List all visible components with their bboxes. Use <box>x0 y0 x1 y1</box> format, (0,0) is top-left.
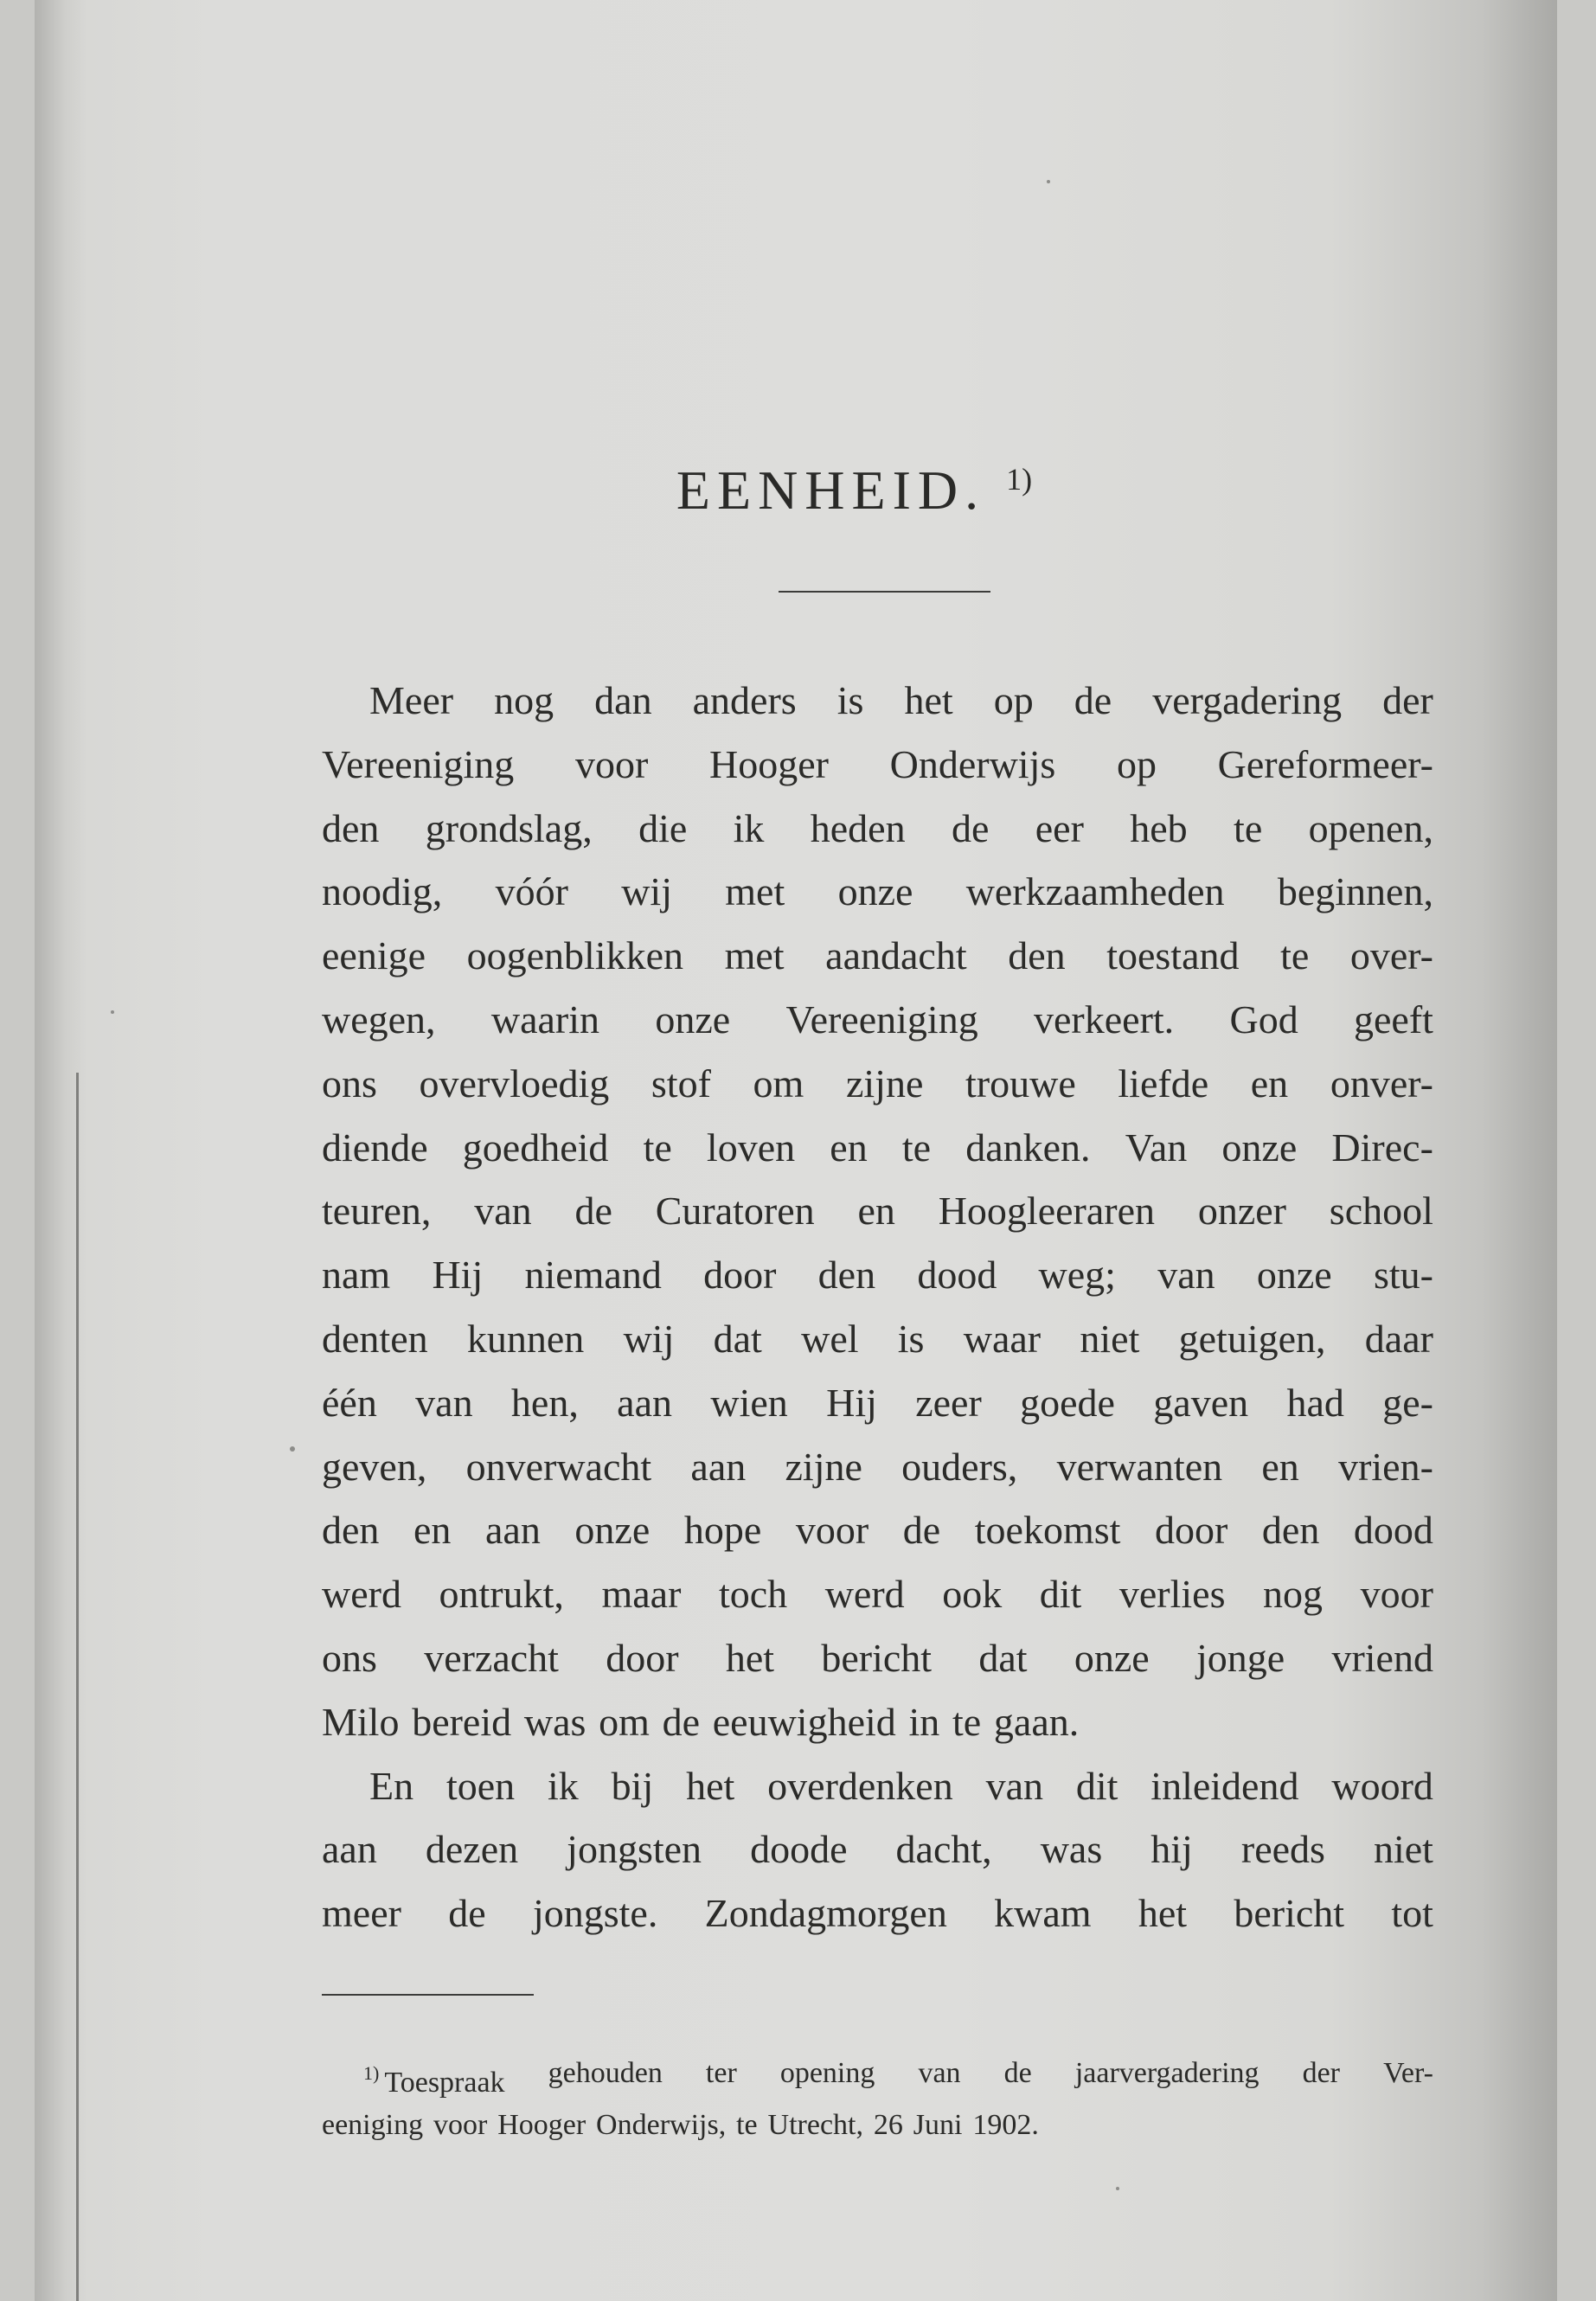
word: bereid <box>412 1699 512 1744</box>
paper-speck <box>111 1010 114 1014</box>
word: was <box>1040 1827 1103 1872</box>
word: wij <box>623 1316 675 1361</box>
word: Milo <box>322 1699 400 1744</box>
word: om <box>599 1699 650 1744</box>
text-line <box>322 860 1433 924</box>
text-line <box>322 988 1433 1052</box>
word: onze <box>1221 1125 1298 1170</box>
word: eenige <box>322 933 426 978</box>
word: zeer <box>915 1380 982 1425</box>
word: denten <box>322 1316 428 1361</box>
paper-speck <box>1047 180 1050 183</box>
word: verwanten <box>1056 1444 1223 1489</box>
title-divider <box>779 591 990 593</box>
word: de <box>951 805 990 850</box>
text-line <box>322 1690 1433 1754</box>
word: door <box>606 1635 679 1680</box>
word: den <box>322 805 380 850</box>
word: eeuwigheid <box>712 1699 896 1744</box>
word: meer <box>322 1891 401 1936</box>
word: door <box>1155 1508 1228 1553</box>
word: wij <box>621 869 672 914</box>
word: waarin <box>490 997 600 1042</box>
word: ter <box>705 2057 737 2089</box>
word: ouders, <box>901 1444 1018 1489</box>
word: kunnen <box>466 1316 585 1361</box>
word: te <box>643 1125 672 1170</box>
word: trouwe <box>965 1061 1076 1106</box>
word: de <box>1074 678 1112 722</box>
word: kwam <box>994 1891 1092 1936</box>
text-line <box>322 1307 1433 1371</box>
word: wel <box>801 1316 859 1361</box>
spine-edge <box>76 1073 79 2301</box>
word: liefde <box>1118 1061 1209 1106</box>
footnote-line <box>322 2052 1433 2104</box>
title-footnote-marker: 1) <box>1006 462 1033 497</box>
word: verkeert. <box>1034 997 1175 1042</box>
word: is <box>897 1316 925 1361</box>
text-line <box>322 1371 1433 1435</box>
word: door <box>703 1253 777 1298</box>
word: hen, <box>510 1380 579 1425</box>
word: dood <box>917 1253 997 1298</box>
word: met <box>725 869 785 914</box>
text-line <box>322 1498 1433 1562</box>
word: 26 <box>873 2109 903 2141</box>
word: Hij <box>432 1253 484 1298</box>
word: ik <box>733 805 765 850</box>
word: Meer <box>369 678 454 722</box>
word: teuren, <box>322 1189 432 1234</box>
word: onver- <box>1330 1061 1433 1106</box>
paper-speck <box>290 1446 295 1452</box>
word: te <box>952 1699 982 1744</box>
word: voor <box>574 741 649 786</box>
text-line <box>322 1116 1433 1180</box>
word: weg; <box>1038 1253 1116 1298</box>
word: en <box>413 1508 452 1553</box>
word: toestand <box>1106 933 1240 978</box>
chapter-title-text: EENHEID. <box>676 459 986 521</box>
word: en <box>1261 1444 1299 1489</box>
word: Hij <box>826 1380 877 1425</box>
word: waar <box>963 1316 1042 1361</box>
word: Direc- <box>1331 1125 1433 1170</box>
word: bij <box>611 1763 654 1808</box>
text-line <box>322 1562 1433 1626</box>
word: van <box>474 1189 532 1234</box>
word: stof <box>651 1061 711 1106</box>
word: de <box>902 1508 941 1553</box>
word: Utrecht, <box>767 2109 863 2141</box>
word: ons <box>322 1061 377 1106</box>
footnote-marker: 1) <box>363 2062 380 2084</box>
word: was <box>523 1699 586 1744</box>
word: en <box>857 1189 895 1234</box>
word: geeft <box>1354 997 1433 1042</box>
word: met <box>724 933 785 978</box>
word: goedheid <box>462 1125 609 1170</box>
word: dit <box>1075 1763 1118 1808</box>
word: nam <box>322 1253 391 1298</box>
word: daar <box>1364 1316 1433 1361</box>
word: vriend <box>1331 1635 1433 1680</box>
word: voor <box>1360 1572 1433 1617</box>
word: aan <box>690 1444 747 1489</box>
word: gaven <box>1153 1380 1249 1425</box>
text-line <box>322 1179 1433 1243</box>
word: onze <box>655 997 731 1042</box>
word: te <box>901 1125 932 1170</box>
word: onverwacht <box>465 1444 652 1489</box>
word: gehouden <box>548 2057 663 2089</box>
word: dat <box>978 1635 1028 1680</box>
word: den <box>322 1508 380 1553</box>
word: Hoogleeraren <box>938 1189 1156 1234</box>
word: voor <box>795 1508 869 1553</box>
word: ge- <box>1382 1380 1433 1425</box>
word: op <box>1116 741 1157 786</box>
word: onze <box>574 1508 651 1553</box>
footnote <box>322 2052 1433 2146</box>
word: verzacht <box>424 1635 559 1680</box>
word: dacht, <box>895 1827 992 1872</box>
word: Juni <box>913 2109 963 2141</box>
word: niet <box>1373 1827 1433 1872</box>
word: Vereeniging <box>785 997 978 1042</box>
word: te <box>1280 933 1310 978</box>
word: school <box>1329 1189 1433 1234</box>
word: de <box>662 1699 701 1744</box>
word: grondslag, <box>425 805 593 850</box>
word: Onderwijs, <box>596 2109 727 2141</box>
word: van <box>415 1380 473 1425</box>
word: geven, <box>322 1444 427 1489</box>
text-line <box>322 797 1433 861</box>
word: heden <box>810 805 906 850</box>
word: te <box>1234 805 1263 850</box>
text-line <box>322 1052 1433 1116</box>
binding-shadow <box>35 0 87 2301</box>
word: één <box>322 1380 377 1425</box>
footnote-line <box>322 2104 1433 2146</box>
word: ik <box>548 1763 579 1808</box>
word: bericht <box>1234 1891 1345 1936</box>
word: vóór <box>495 869 568 914</box>
word: jongsten <box>567 1827 702 1872</box>
word: eer <box>1035 805 1084 850</box>
word: den <box>1261 1508 1320 1553</box>
word: over- <box>1349 933 1433 978</box>
word: nog <box>494 678 554 722</box>
word: stu- <box>1373 1253 1433 1298</box>
word: onze <box>837 869 913 914</box>
word: der <box>1302 2057 1341 2089</box>
word: onzer <box>1197 1189 1286 1234</box>
word: van <box>1157 1253 1215 1298</box>
word: inleidend <box>1151 1763 1299 1808</box>
word: onze <box>1256 1253 1332 1298</box>
word: en <box>1250 1061 1289 1106</box>
word: wien <box>710 1380 788 1425</box>
word: opening <box>779 2057 875 2089</box>
footnote-divider <box>322 1994 534 1996</box>
word: jonge <box>1195 1635 1285 1680</box>
body-text <box>322 669 1433 1945</box>
word: dat <box>713 1316 762 1361</box>
word: het <box>725 1635 775 1680</box>
word: bericht <box>821 1635 933 1680</box>
word: van <box>918 2057 961 2089</box>
word: wegen, <box>322 997 436 1042</box>
word: Van <box>1125 1125 1188 1170</box>
text-line <box>322 1817 1433 1881</box>
word: nog <box>1263 1572 1324 1617</box>
word: loven <box>706 1125 796 1170</box>
word: aan <box>322 1827 377 1872</box>
word: en <box>830 1125 868 1170</box>
text-line <box>322 1626 1433 1690</box>
word: dood <box>1353 1508 1433 1553</box>
word: is <box>836 678 864 722</box>
word: openen, <box>1308 805 1433 850</box>
word: Gereformeer- <box>1217 741 1433 786</box>
word: goede <box>1020 1380 1115 1425</box>
word: den <box>817 1253 876 1298</box>
word: danken. <box>965 1125 1091 1170</box>
word: Ver- <box>1383 2057 1433 2089</box>
word: ook <box>942 1572 1003 1617</box>
text-line <box>322 1243 1433 1307</box>
word: ontrukt, <box>439 1572 564 1617</box>
word: had <box>1286 1380 1344 1425</box>
word: hope <box>683 1508 762 1553</box>
word: woord <box>1331 1763 1433 1808</box>
text-line <box>322 1435 1433 1499</box>
word: den <box>1008 933 1066 978</box>
word: hij <box>1151 1827 1193 1872</box>
word: niet <box>1080 1316 1140 1361</box>
word: zijne <box>845 1061 924 1106</box>
word: ons <box>322 1635 377 1680</box>
word: Onderwijs <box>889 741 1056 786</box>
word: oogenblikken <box>466 933 684 978</box>
word: aan <box>485 1508 541 1553</box>
word: dezen <box>425 1827 519 1872</box>
word: die <box>638 805 688 850</box>
word: maar <box>601 1572 682 1617</box>
word: aan <box>617 1380 673 1425</box>
chapter-title <box>0 458 1596 522</box>
word: dan <box>594 678 652 722</box>
word: getuigen, <box>1178 1316 1326 1361</box>
word: jaarvergadering <box>1074 2057 1259 2089</box>
word: vrien- <box>1338 1444 1433 1489</box>
word: dit <box>1039 1572 1082 1617</box>
word: het <box>686 1763 735 1808</box>
word: En <box>369 1763 414 1808</box>
word: vergadering <box>1152 678 1343 722</box>
word: toch <box>718 1572 788 1617</box>
word: om <box>753 1061 804 1106</box>
word: Vereeniging <box>322 741 515 786</box>
text-line <box>322 1754 1433 1818</box>
word: de <box>448 1891 486 1936</box>
word: gaan. <box>993 1699 1080 1744</box>
word: overdenken <box>767 1763 953 1808</box>
word: beginnen, <box>1277 869 1433 914</box>
word: eeniging <box>322 2109 424 2141</box>
text-line <box>322 733 1433 797</box>
word: het <box>904 678 953 722</box>
word: tot <box>1391 1891 1433 1936</box>
word: werd <box>322 1572 401 1617</box>
word: werkzaamheden <box>965 869 1225 914</box>
word: $^{1)}$ Toespraak <box>363 2062 505 2099</box>
word: het <box>1138 1891 1188 1936</box>
word: te <box>736 2109 758 2141</box>
word: Zondagmorgen <box>704 1891 947 1936</box>
word: zijne <box>785 1444 862 1489</box>
word: heb <box>1130 805 1188 850</box>
word: doode <box>750 1827 848 1872</box>
word: de <box>574 1189 612 1234</box>
word: overvloedig <box>419 1061 610 1106</box>
word: toekomst <box>974 1508 1121 1553</box>
word: diende <box>322 1125 428 1170</box>
word: Curatoren <box>655 1189 815 1234</box>
word: van <box>985 1763 1044 1808</box>
word: aandacht <box>825 933 967 978</box>
word: noodig, <box>322 869 443 914</box>
word: der <box>1382 678 1433 722</box>
word: 1902. <box>972 2109 1039 2141</box>
word: Hooger <box>497 2109 586 2141</box>
word: de <box>1003 2057 1032 2089</box>
word: Hooger <box>708 741 829 786</box>
word: in <box>908 1699 940 1744</box>
paper-speck <box>1116 2187 1119 2190</box>
word: reeds <box>1240 1827 1325 1872</box>
text-line <box>322 924 1433 988</box>
word: werd <box>824 1572 905 1617</box>
word: toen <box>445 1763 516 1808</box>
word: God <box>1229 997 1298 1042</box>
word: jongste. <box>532 1891 658 1936</box>
word: op <box>993 678 1034 722</box>
word: voor <box>433 2109 488 2141</box>
word: verlies <box>1118 1572 1226 1617</box>
text-line <box>322 669 1433 733</box>
word: onze <box>1074 1635 1150 1680</box>
text-line <box>322 1881 1433 1945</box>
word: anders <box>692 678 797 722</box>
word: niemand <box>524 1253 662 1298</box>
